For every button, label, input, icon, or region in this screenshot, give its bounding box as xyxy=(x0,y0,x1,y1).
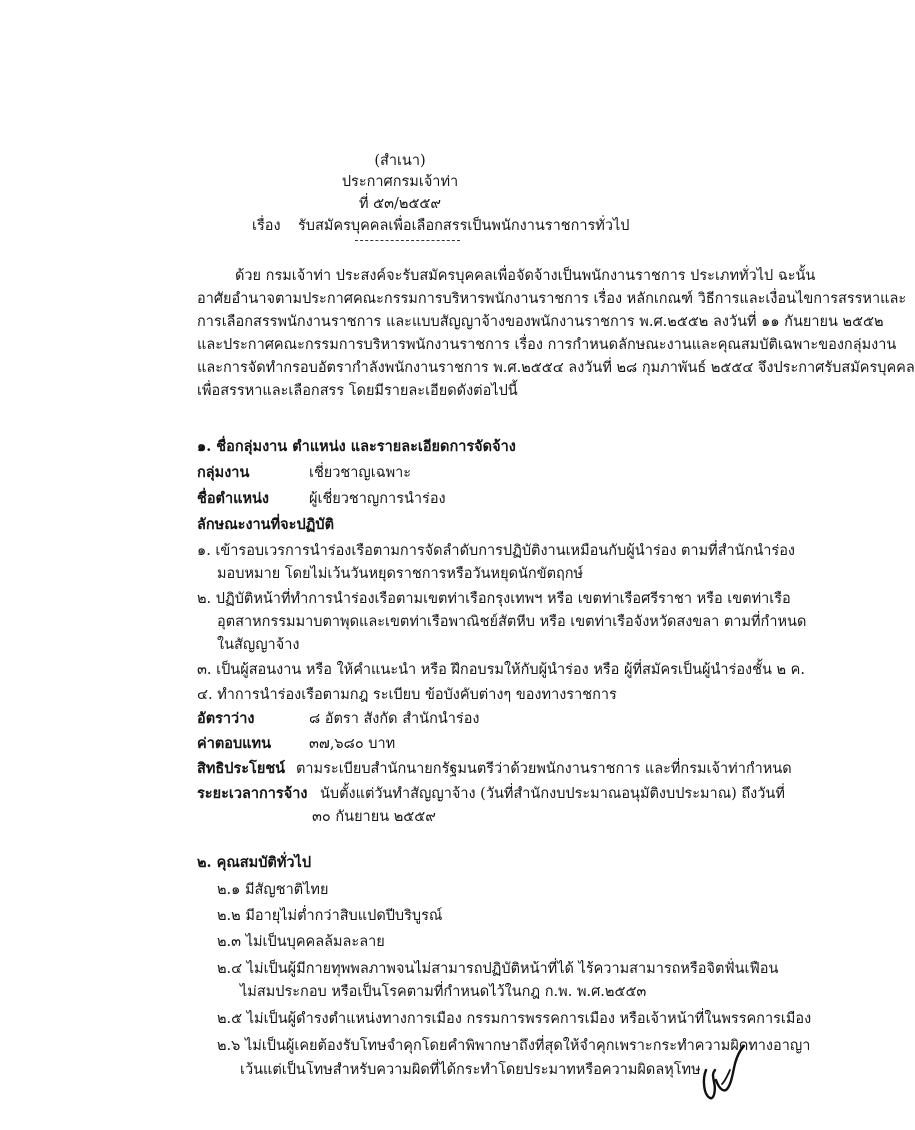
qualification-item-cont: เว้นแต่เป็นโทษสำหรับความผิดที่ได้กระทำโดยประมาทหรือความผิดลหุโทษ xyxy=(240,1062,701,1078)
intro-line: และประกาศคณะกรรมการบริหารพนักงานราชการ เรื่อง การกำหนดลักษณะงานและคุณสมบัติเฉพาะของกลุ่มงาน xyxy=(197,337,897,353)
pay-label: ค่าตอบแทน xyxy=(197,735,271,752)
duties-label: ลักษณะงานที่จะปฏิบัติ xyxy=(197,516,334,533)
qualification-item: ๒.๑ มีสัญชาติไทย xyxy=(217,882,329,898)
section2-heading: ๒. คุณสมบัติทั่วไป xyxy=(197,854,312,871)
subject-text: รับสมัครบุคคลเพื่อเลือกสรรเป็นพนักงานราชการทั่วไป xyxy=(298,218,630,234)
vacancy-label: อัตราว่าง xyxy=(197,710,255,727)
intro-line: อาศัยอำนาจตามประกาศคณะกรรมการบริหารพนักงานราชการ เรื่อง หลักเกณฑ์ วิธีการและเงื่อนไขการสรรหาและ xyxy=(197,291,907,307)
qualification-item-cont: ไม่สมประกอบ หรือเป็นโรคตามที่กำหนดไว้ในกฎ ก.พ. พ.ศ.๒๕๕๓ xyxy=(240,984,647,1000)
qualification-item: ๒.๓ ไม่เป็นบุคคลล้มละลาย xyxy=(217,934,385,950)
group-value: เชี่ยวชาญเฉพาะ xyxy=(309,465,412,481)
issuer-title: ประกาศกรมเจ้าท่า xyxy=(341,174,459,190)
vacancy-value: ๘ อัตรา สังกัด สำนักนำร่อง xyxy=(309,711,480,727)
announcement-number: ที่ ๕๓/๒๕๕๙ xyxy=(358,196,442,212)
intro-line: เพื่อสรรหาและเลือกสรร โดยมีรายละเอียดดังต่อไปนี้ xyxy=(197,383,518,399)
duty-line: มอบหมาย โดยไม่เว้นวันหยุดราชการหรือวันหยุดนักขัตฤกษ์ xyxy=(217,566,584,582)
duty-line: อุตสาหกรรมมาบตาพุดและเขตท่าเรือพาณิชย์สัตหีบ หรือ เขตท่าเรือจังหวัดสงขลา ตามที่กำหนด xyxy=(217,614,807,630)
duty-line: ๓. เป็นผู้สอนงาน หรือ ให้คำแนะนำ หรือ ฝึกอบรมให้กับผู้นำร่อง หรือ ผู้ที่สมัครเป็นผู้นำร่องชั้น ๒ ค. xyxy=(197,662,805,678)
qualification-item: ๒.๖ ไม่เป็นผู้เคยต้องรับโทษจำคุกโดยคำพิพากษาถึงที่สุดให้จำคุกเพราะกระทำความผิดทางอาญา xyxy=(217,1038,811,1054)
position-value: ผู้เชี่ยวชาญการนำร่อง xyxy=(309,491,446,507)
qualification-item: ๒.๔ ไม่เป็นผู้มีกายทุพพลภาพจนไม่สามารถปฏิบัติหน้าที่ได้ ไร้ความสามารถหรือจิตฟั่นเฟือน xyxy=(217,961,779,977)
benefit-label: สิทธิประโยชน์ xyxy=(197,760,286,777)
period-value: นับตั้งแต่วันทำสัญญาจ้าง (วันที่สำนักงบประมาณอนุมัติงบประมาณ) ถึงวันที่ xyxy=(320,786,785,802)
intro-line: ด้วย กรมเจ้าท่า ประสงค์จะรับสมัครบุคคลเพื่อจัดจ้างเป็นพนักงานราชการ ประเภททั่วไป ฉะนั้น xyxy=(235,268,816,284)
group-label: กลุ่มงาน xyxy=(197,464,250,481)
intro-line: การเลือกสรรพนักงานราชการ และแบบสัญญาจ้างของพนักงานราชการ พ.ศ.๒๕๕๒ ลงวันที่ ๑๑ กันยายน ๒๕๕๒ xyxy=(197,314,884,330)
qualification-item: ๒.๒ มีอายุไม่ต่ำกว่าสิบแปดปีบริบูรณ์ xyxy=(217,908,443,924)
duty-line: ๑. เข้ารอบเวรการนำร่องเรือตามการจัดลำดับการปฏิบัติงานเหมือนกับผู้นำร่อง ตามที่สำนักนำร่อง xyxy=(197,543,796,559)
period-value-end: ๓๐ กันยายน ๒๕๕๙ xyxy=(312,809,436,825)
duty-line: ๔. ทำการนำร่องเรือตามกฎ ระเบียบ ข้อบังคับต่างๆ ของทางราชการ xyxy=(197,687,617,703)
section1-heading: ๑. ชื่อกลุ่มงาน ตำแหน่ง และรายละเอียดการจัดจ้าง xyxy=(197,438,516,455)
duty-line: ในสัญญาจ้าง xyxy=(217,637,300,653)
header-divider xyxy=(355,240,460,241)
position-label: ชื่อตำแหน่ง xyxy=(197,490,270,507)
qualification-item: ๒.๕ ไม่เป็นผู้ดำรงตำแหน่งทางการเมือง กรรมการพรรคการเมือง หรือเจ้าหน้าที่ในพรรคการเมือง xyxy=(217,1011,812,1027)
signature-icon xyxy=(700,1040,748,1106)
duty-line: ๒. ปฏิบัติหน้าที่ทำการนำร่องเรือตามเขตท่าเรือกรุงเทพฯ หรือ เขตท่าเรือศรีราชา หรือ เขตท่าเรือ xyxy=(197,591,791,607)
copy-label: (สำเนา) xyxy=(374,153,426,169)
intro-line: และการจัดทำกรอบอัตรากำลังพนักงานราชการ พ.ศ.๒๕๕๔ ลงวันที่ ๒๘ กุมภาพันธ์ ๒๕๕๔ จึงประกาศรับสมัครบุคคล xyxy=(197,360,915,376)
period-label: ระยะเวลาการจ้าง xyxy=(197,785,308,802)
benefit-value: ตามระเบียบสำนักนายกรัฐมนตรีว่าด้วยพนักงานราชการ และที่กรมเจ้าท่ากำหนด xyxy=(296,761,792,777)
pay-value: ๓๗,๖๘๐ บาท xyxy=(309,736,396,752)
subject-label: เรื่อง xyxy=(252,218,281,234)
